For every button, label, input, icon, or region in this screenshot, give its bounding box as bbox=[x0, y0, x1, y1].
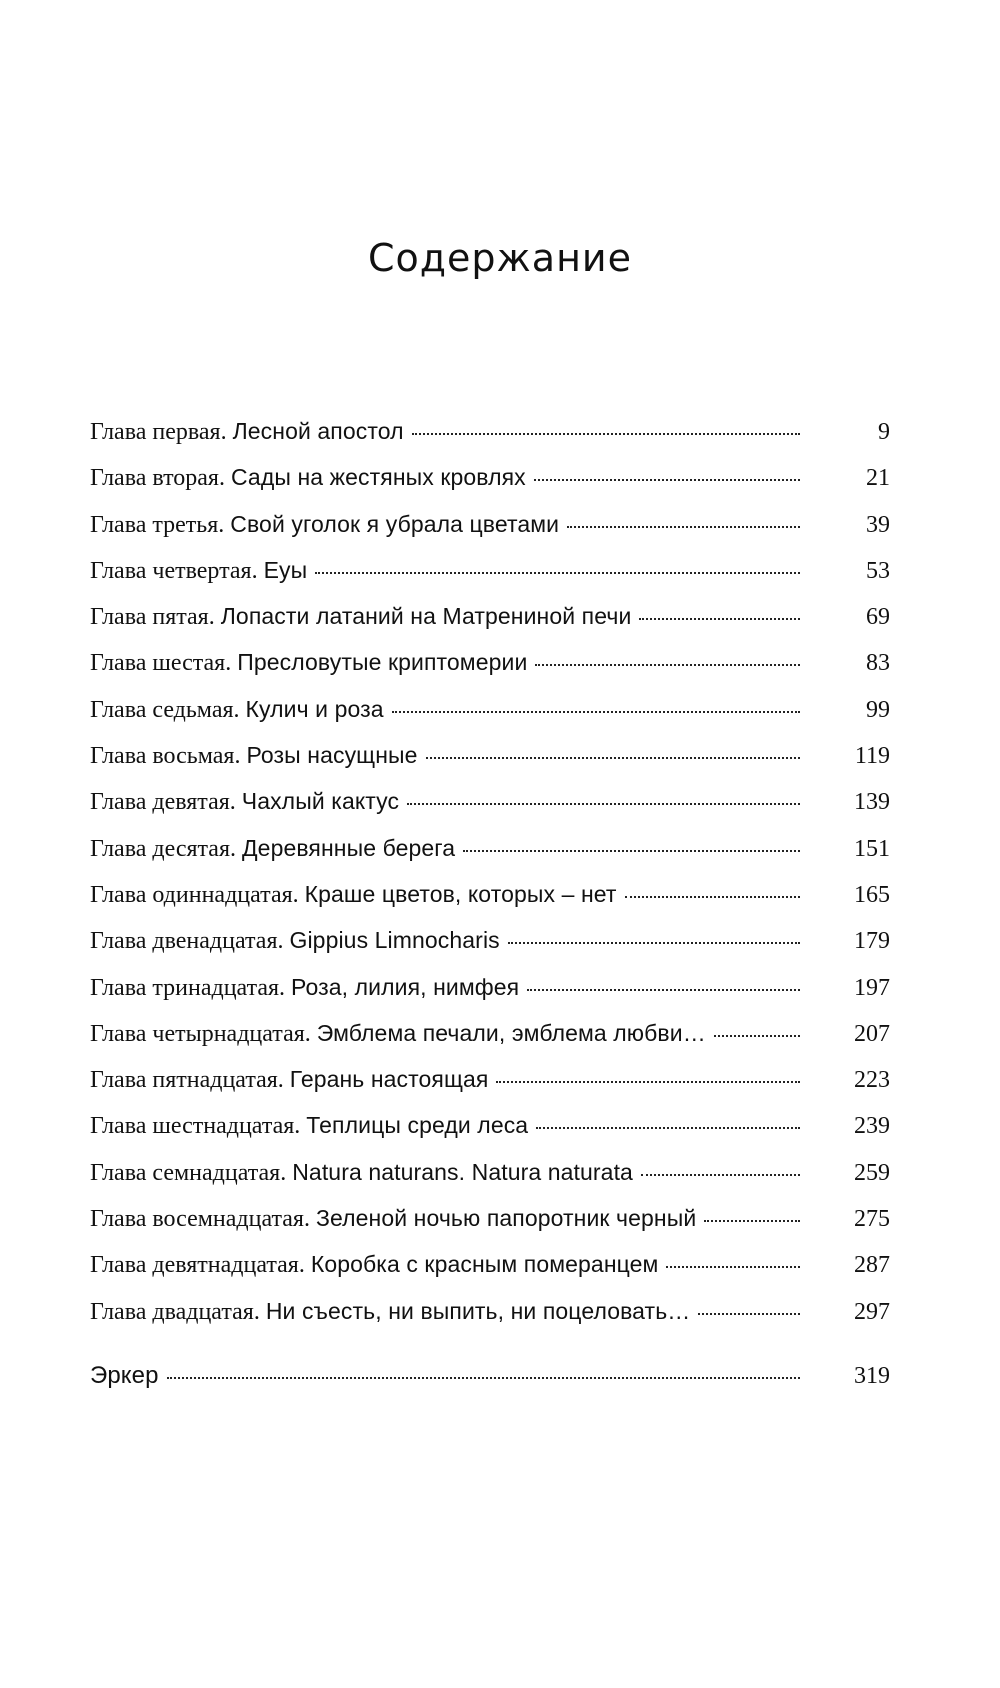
toc-entry: Глава восьмая. Розы насущные 119 bbox=[90, 742, 890, 770]
chapter-number: Глава двадцатая bbox=[90, 1298, 254, 1325]
dot-leader bbox=[639, 618, 800, 620]
dot-leader bbox=[641, 1174, 800, 1176]
dot-leader bbox=[704, 1220, 800, 1222]
chapter-title: Краше цветов, которых – нет bbox=[304, 880, 617, 907]
page-number: 99 bbox=[866, 696, 890, 723]
chapter-title: Лесной апостол bbox=[232, 418, 404, 444]
chapter-title: Natura naturans. Natura naturata bbox=[292, 1158, 633, 1185]
chapter-title: Эмблема печали, эмблема любви… bbox=[316, 1019, 706, 1046]
toc-entry-erker bbox=[90, 1362, 890, 1408]
toc-entry: Глава вторая. Сады на жестяных кровлях 21 bbox=[90, 464, 890, 492]
chapter-number: Глава пятнадцатая bbox=[90, 1067, 278, 1094]
chapter-title: Лопасти латаний на Матрениной печи bbox=[220, 603, 632, 630]
chapter-number: Глава шестнадцатая bbox=[90, 1113, 295, 1140]
chapter-title: Пресловутые криптомерии bbox=[237, 649, 528, 676]
page-number: 223 bbox=[854, 1067, 890, 1094]
chapter-title: Роза, лилия, нимфея bbox=[291, 973, 520, 1000]
page-number: 53 bbox=[866, 557, 890, 584]
toc-entry: Глава тринадцатая. Роза, лилия, нимфея 197 bbox=[90, 973, 890, 1001]
chapter-number: Глава первая bbox=[90, 419, 221, 445]
toc-entry: Глава двенадцатая. Gippius Limnocharis 179 bbox=[90, 927, 890, 955]
dot-leader bbox=[625, 896, 800, 898]
dot-leader bbox=[167, 1377, 800, 1379]
chapter-number: Глава двенадцатая bbox=[90, 928, 278, 955]
toc-entry: Глава четвертая. Еуы 53 bbox=[90, 556, 890, 584]
toc-entry: Глава восемнадцатая. Зеленой ночью папоротник черный 275 bbox=[90, 1205, 890, 1233]
dot-leader bbox=[567, 526, 800, 528]
toc-entry: Глава двадцатая. Ни съесть, ни выпить, ни поцеловать… 297 bbox=[90, 1297, 890, 1325]
chapter-number: Глава четвертая bbox=[90, 557, 252, 584]
toc-entry: Глава седьмая. Кулич и роза 99 bbox=[90, 695, 890, 723]
dot-leader bbox=[426, 757, 800, 759]
chapter-number: Глава девятнадцатая bbox=[90, 1252, 299, 1279]
toc-entry: Глава первая. Лесной апостол 9 bbox=[90, 418, 890, 445]
dot-leader bbox=[412, 433, 800, 435]
toc-entry: Глава десятая. Деревянные берега 151 bbox=[90, 834, 890, 862]
page-number: 39 bbox=[866, 511, 890, 538]
page-number: 83 bbox=[866, 650, 890, 677]
toc-entry: Глава шестнадцатая. Теплицы среди леса 239 bbox=[90, 1112, 890, 1140]
dot-leader bbox=[534, 479, 800, 481]
dot-leader bbox=[463, 850, 800, 852]
chapter-number: Глава десятая bbox=[90, 835, 230, 862]
chapter-title: Розы насущные bbox=[246, 742, 418, 769]
toc-entry: Глава девятая. Чахлый кактус 139 bbox=[90, 788, 890, 816]
toc-entry: Глава девятнадцатая. Коробка с красным померанцем 287 bbox=[90, 1251, 890, 1279]
chapter-number: Глава шестая bbox=[90, 650, 226, 677]
page-number: 197 bbox=[854, 974, 890, 1001]
dot-leader bbox=[407, 803, 800, 805]
page-title: Содержание bbox=[368, 236, 632, 280]
chapter-title: Сады на жестяных кровлях bbox=[230, 464, 526, 491]
chapter-title: Свой уголок я убрала цветами bbox=[230, 510, 560, 537]
table-of-contents bbox=[90, 418, 890, 1408]
page-number: 151 bbox=[854, 835, 890, 862]
page-number: 139 bbox=[854, 789, 890, 816]
dot-leader bbox=[496, 1081, 800, 1083]
chapter-number: Глава одиннадцатая bbox=[90, 881, 293, 908]
chapter-number: Глава вторая bbox=[90, 465, 219, 492]
page-number: 119 bbox=[854, 743, 890, 770]
chapter-title: Кулич и роза bbox=[245, 695, 384, 722]
chapter-number: Глава восьмая bbox=[90, 743, 235, 770]
dot-leader bbox=[536, 1127, 800, 1129]
page-number: 165 bbox=[854, 881, 890, 908]
toc-entry: Глава семнадцатая. Natura naturans. Natura naturata 259 bbox=[90, 1158, 890, 1186]
section-title: Эркер bbox=[90, 1361, 159, 1389]
dot-leader bbox=[698, 1313, 800, 1315]
toc-entry: Глава шестая. Пресловутые криптомерии 83 bbox=[90, 649, 890, 677]
chapter-title: Деревянные берега bbox=[242, 834, 456, 861]
chapter-title: Зеленой ночью папоротник черный bbox=[315, 1205, 697, 1232]
chapter-title: Коробка с красным померанцем bbox=[310, 1251, 659, 1278]
chapter-title: Gippius Limnocharis bbox=[289, 927, 500, 954]
toc-entry: Глава пятая. Лопасти латаний на Матрениной печи 69 bbox=[90, 603, 890, 631]
page-number: 207 bbox=[854, 1020, 890, 1047]
chapter-number: Глава третья bbox=[90, 511, 219, 538]
dot-leader bbox=[315, 572, 800, 574]
toc-entry: Глава пятнадцатая. Герань настоящая 223 bbox=[90, 1066, 890, 1094]
page-number: 319 bbox=[854, 1362, 890, 1389]
page-number: 21 bbox=[866, 465, 890, 492]
chapter-number: Глава седьмая bbox=[90, 696, 234, 723]
chapter-number: Глава девятая bbox=[90, 789, 230, 816]
chapter-title: Теплицы среди леса bbox=[306, 1112, 529, 1139]
dot-leader bbox=[535, 664, 800, 666]
page-number: 69 bbox=[866, 604, 890, 631]
chapter-number: Глава пятая bbox=[90, 604, 209, 631]
page-number: 297 bbox=[854, 1298, 890, 1325]
chapter-title: Чахлый кактус bbox=[241, 788, 400, 815]
chapter-number: Глава четырнадцатая bbox=[90, 1020, 305, 1047]
chapter-title: Герань настоящая bbox=[289, 1066, 489, 1093]
page-number: 275 bbox=[854, 1206, 890, 1233]
page-number: 259 bbox=[854, 1159, 890, 1186]
page-number: 9 bbox=[878, 419, 890, 445]
page-number: 239 bbox=[854, 1113, 890, 1140]
chapter-title: Еуы bbox=[263, 556, 308, 583]
toc-entry: Глава третья. Свой уголок я убрала цветами 39 bbox=[90, 510, 890, 538]
toc-entry: Глава четырнадцатая. Эмблема печали, эмблема любви… 207 bbox=[90, 1019, 890, 1047]
dot-leader bbox=[714, 1035, 800, 1037]
toc-entry: Глава одиннадцатая. Краше цветов, которых – нет 165 bbox=[90, 880, 890, 908]
page-number: 287 bbox=[854, 1252, 890, 1279]
chapter-number: Глава семнадцатая bbox=[90, 1159, 281, 1186]
dot-leader bbox=[666, 1266, 800, 1268]
page-number: 179 bbox=[854, 928, 890, 955]
chapter-number: Глава тринадцатая bbox=[90, 974, 280, 1001]
chapter-number: Глава восемнадцатая bbox=[90, 1206, 304, 1233]
dot-leader bbox=[508, 942, 800, 944]
chapter-title: Ни съесть, ни выпить, ни поцеловать… bbox=[265, 1297, 691, 1324]
dot-leader bbox=[392, 711, 800, 713]
dot-leader bbox=[527, 989, 800, 991]
